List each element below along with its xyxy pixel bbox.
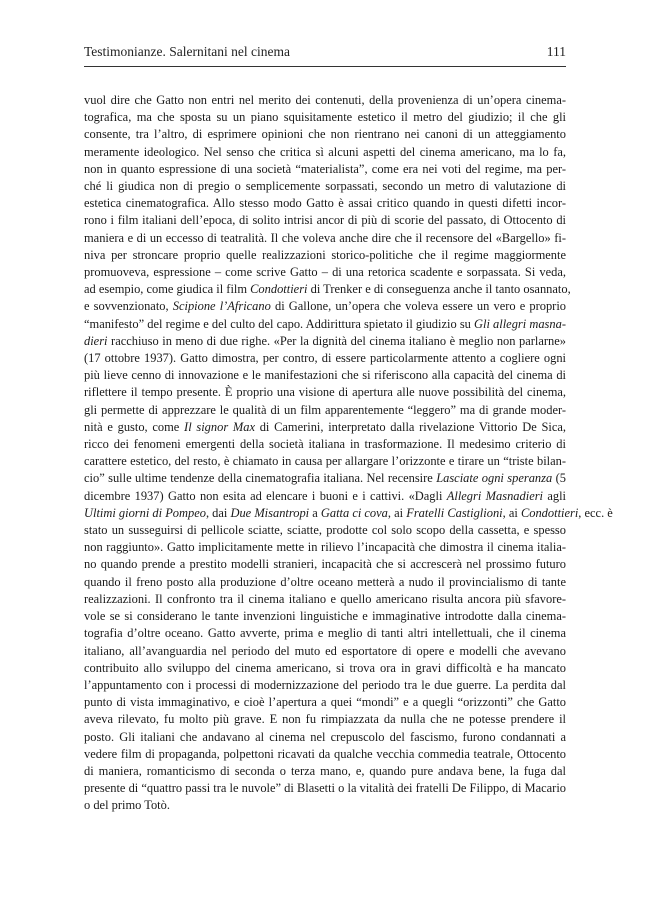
text-line [84, 419, 566, 436]
text-run: meramente ideologico. Nel senso che critica sì alcuni aspetti del cinema americano, ma lo fa, [84, 144, 566, 159]
text-line [84, 625, 566, 642]
text-line [84, 436, 566, 453]
text-run: dicembre 1937) Gatto non esita ad elencare i buoni e i cattivi. «Dagli [84, 488, 447, 503]
text-run: Due Misantropi [230, 505, 310, 520]
text-run: o del primo Totò. [84, 798, 170, 813]
text-run: gli permette di apprezzare le qualità di un film apparentemente “leggero” ma di grande moder- [84, 402, 566, 417]
text-run: riflettere il tempo presente. È proprio una visione di apertura alle nuove possibilità del cinema, [84, 385, 566, 400]
running-head: Testimonianze. Salernitani nel cinema [84, 44, 290, 59]
text-line [84, 763, 566, 780]
text-line [84, 350, 566, 367]
text-run: realizzazioni. Il confronto tra il cinema italiano e quello americano risulta ancora più sfavore- [84, 591, 566, 606]
text-run: “manifesto” del regime e del culto del capo. Addirittura spietato il giudizio su [84, 316, 475, 331]
text-run: ricco dei fenomeni emergenti della società italiana in trasformazione. Il medesimo criterio di [84, 437, 566, 452]
text-run: Fratelli Castiglioni [406, 505, 503, 520]
text-run: estetica cinematografica. Allo stesso modo Gatto è assai critico quando in questi difetti incor- [84, 196, 566, 211]
text-run: nità e gusto, come [84, 419, 185, 434]
text-line [84, 333, 566, 350]
page-header [84, 44, 566, 62]
text-run: di Gallone, un’opera che voleva essere un vero e proprio [270, 299, 566, 314]
text-line [84, 591, 566, 608]
header-rule [84, 66, 566, 67]
text-run: , ecc. è [578, 505, 613, 520]
text-run: presente di “quattro passi tra le nuvole” di Blasetti o la vitalità dei fratelli De Filippo, di Macario [84, 781, 566, 796]
text-line [84, 402, 566, 419]
text-run: a [309, 505, 321, 520]
text-line [84, 178, 566, 195]
text-line [84, 522, 566, 539]
text-run: italiano, all’avanguardia nel periodo del muto ed esportatore di opere e modelli che avevano [84, 643, 566, 658]
text-run: più lieve cenno di innovazione e le manifestazioni che si riferiscono alla capacità del cinema di [84, 368, 566, 383]
text-run: vole se si considerano le tante invenzioni linguistiche e immaginative introdotte dalla cinema- [84, 609, 566, 624]
text-run: vuol dire che Gatto non entri nel merito dei contenuti, della provenienza di un’opera cinema- [84, 93, 566, 107]
text-line [84, 556, 566, 573]
text-line [84, 161, 566, 178]
text-line [84, 281, 571, 298]
text-run: , dai [205, 505, 231, 520]
text-line [84, 677, 566, 694]
text-run: tografica, ma che sposta su un piano squisitamente estetico il metro del giudizio; il che gli [84, 110, 566, 125]
text-run: aveva rilevato, fu molto più grave. E non fu rimpiazzata da nulla che ne potesse prendere il [84, 712, 566, 727]
text-run: (5 [552, 471, 566, 486]
text-run: no quando prende a prestito modelli stranieri, incapacità che si accrescerà nel prossimo futuro [84, 557, 566, 572]
text-line [84, 126, 566, 143]
text-run: punto di vista immaginativo, e cioè l’apertura a quei “mondi” e a quegli “orizzonti” che Gatto [84, 695, 566, 710]
text-run: promuoveva, espressione – come scrive Gatto – di una retorica scadente e sorpassata. Si veda, [84, 265, 566, 280]
text-line [84, 316, 566, 333]
text-run: di Trenker e di conseguenza anche il tanto osannato, [307, 282, 571, 297]
text-line [84, 574, 566, 591]
text-run: non in quanto espressione di una società “materialista”, come era nei voti del regime, ma per- [84, 161, 566, 176]
text-run: Scipione l’Africano [172, 299, 271, 314]
text-line [84, 453, 566, 470]
text-run: tografia d’oltre oceano. Gatto avverte, prima e meglio di tanti altri intellettuali, che il cinema [84, 626, 566, 641]
text-run: Ultimi giorni di Pompeo [84, 505, 206, 520]
body-paragraph [84, 92, 613, 815]
text-line [84, 384, 566, 401]
text-run: Il signor Max [184, 419, 255, 434]
text-run: dieri [84, 333, 108, 348]
text-run: vedere film di propaganda, polpettoni ricavati da qualche vecchia commedia teatrale, Ottocento [84, 746, 566, 761]
text-run: quando il freno posto alla produzione d’oltre oceano metterà a nudo il provincialismo di tante [84, 574, 566, 589]
text-run: niva per stroncare proprio quelle realizzazioni storico-politiche che il regime maggiormente [84, 247, 566, 262]
text-run: ché li giudica non di pregio o semplicemente sorpassati, secondo un metro di valutazione di [84, 179, 566, 194]
text-line [84, 711, 566, 728]
text-line [84, 367, 566, 384]
text-run: (17 ottobre 1937). Gatto dimostra, per contro, di essere particolarmente attento a cogliere ogni [84, 351, 566, 366]
text-run: , ai [502, 505, 521, 520]
text-line [84, 230, 566, 247]
text-run: Gli allegri masna- [474, 316, 566, 331]
text-line [84, 797, 566, 814]
text-run: stato un susseguirsi di pellicole sciatte, sciatte, prodotte col solo scopo della cassetta, e spesso [84, 523, 566, 538]
text-line [84, 746, 566, 763]
text-line [84, 264, 566, 281]
text-run: di Camerini, interpretato dalla rivelazione Vittorio De Sica, [254, 419, 566, 434]
text-run: , ai [387, 505, 407, 520]
text-line [84, 109, 566, 126]
text-run: posto. Gli italiani che andavano al cinema nel crepuscolo del fascismo, furono condannati a [84, 729, 566, 744]
text-run: racchiuso in meno di due righe. «Per la dignità del cinema italiano è meglio non parlarne» [107, 333, 566, 348]
text-run: e sovvenzionato, [84, 299, 173, 314]
page-number: 111 [546, 44, 566, 59]
text-line [84, 92, 566, 109]
text-run: ad esempio, come giudica il film [84, 282, 251, 297]
text-run: Gatta ci cova [320, 505, 388, 520]
text-line [84, 144, 566, 161]
text-run: consente, tra l’altro, di esprimere opinioni che non rientrano nei canoni di un atteggiamento [84, 127, 566, 142]
text-line [84, 780, 566, 797]
text-run: non raggiunto». Gatto implicitamente mette in rilievo l’incapacità che dimostra il cinema italia- [84, 540, 566, 555]
text-run: contribuito allo sviluppo del cinema americano, si trova ora in gravi difficoltà e ha mancato [84, 660, 566, 675]
text-run: cio” sulle ultime tendenze della cinematografia italiana. Nel recensire [84, 471, 437, 486]
text-line [84, 505, 613, 522]
text-line [84, 470, 566, 487]
text-run: carattere estetico, del resto, è chiamato in causa per allargare l’orizzonte e tirare un “triste bilan- [84, 454, 566, 469]
text-line [84, 195, 566, 212]
text-line [84, 694, 566, 711]
text-run: Allegri Masnadieri [446, 488, 544, 503]
text-run: Lasciate ogni speranza [436, 471, 553, 486]
text-run: di maniera, romanticismo di seconda o terza mano, e, quando pure andava bene, la fuga dal [84, 763, 566, 778]
text-line [84, 247, 566, 264]
text-line [84, 729, 566, 746]
text-run: maniera e di un eccesso di teatralità. Il che voleva anche dire che il recensore del «Bargello» fi- [84, 230, 566, 245]
text-line [84, 608, 566, 625]
text-run: Condottieri [520, 505, 579, 520]
text-line [84, 539, 566, 556]
text-run: agli [543, 488, 567, 503]
text-line [84, 643, 566, 660]
text-run: rono i film italiani dell’epoca, di solito intrisi ancor di più di scorie del passato, di Ottocento di [84, 213, 566, 228]
text-run: Condottieri [250, 282, 308, 297]
text-line [84, 488, 566, 505]
text-line [84, 298, 566, 315]
text-run: l’appuntamento con i processi di modernizzazione del periodo tra le due guerre. La perdita dal [84, 677, 566, 692]
text-line [84, 212, 566, 229]
text-line [84, 660, 566, 677]
